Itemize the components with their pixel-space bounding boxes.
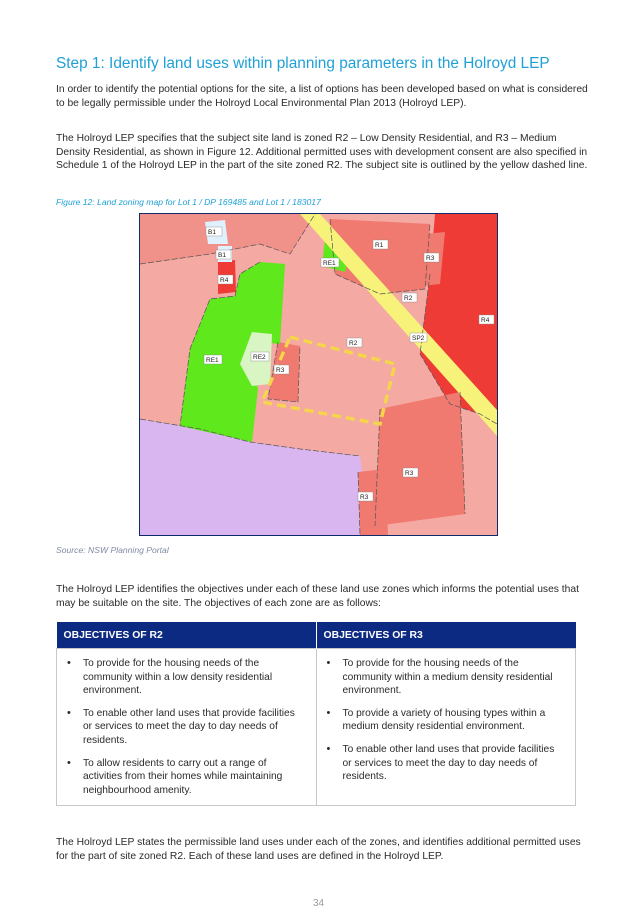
permissible-uses-paragraph: The Holroyd LEP states the permissible land uses under each of the zones, and identifies additional permitted uses for the part of site zoned R2. Each of these land uses are defined in the Holroyd LEP. [56, 837, 581, 862]
r3-objectives-list [325, 657, 566, 784]
label-r3-top: R3 [426, 255, 435, 262]
label-r3-lower: R3 [405, 470, 414, 477]
label-re2: RE2 [253, 354, 266, 361]
label-r4-right: R4 [481, 317, 490, 324]
intro-paragraph: In order to identify the potential options for the site, a list of options has been developed based on what is considered to be legally permissible under the Holroyd Local Environmental Plan 2013 (Holroyd LEP). [56, 84, 588, 109]
r3-objectives-header: OBJECTIVES OF R3 [316, 622, 576, 649]
r2-objectives-cell [57, 649, 317, 806]
label-r4-small: R4 [220, 277, 229, 284]
zoning-map-graphic [140, 214, 497, 535]
r2-objectives-list [65, 657, 306, 797]
figure-source: Source: NSW Planning Portal [56, 545, 169, 555]
list-item: • To allow residents to carry out a range of activities from their homes while maintaining neighbourhood amenity. [65, 757, 306, 798]
zoning-paragraph: The Holroyd LEP specifies that the subject site land is zoned R2 – Low Density Residential, and R3 – Medium Density Residential, as shown in Figure 12. Additional permitted uses with development consent are also specified in Schedule 1 of the Holroyd LEP in the part of the site zoned R2. The subject site is outlined by the yellow dashed line. [56, 133, 588, 172]
zone-r3-bottom [358, 469, 388, 535]
label-r2-mid: R2 [404, 295, 413, 302]
label-sp2: SP2 [412, 335, 425, 342]
objectives-table [56, 622, 576, 806]
list-item: • To provide for the housing needs of the community within a medium density residential environment. [325, 657, 566, 698]
figure-caption: Figure 12: Land zoning map for Lot 1 / DP 169485 and Lot 1 / 183017 [56, 197, 321, 207]
land-zoning-map [139, 213, 498, 536]
list-item: • To enable other land uses that provide facilities or services to meet the day to day needs of residents. [325, 743, 566, 784]
label-r2-center: R2 [349, 340, 358, 347]
r3-objectives-cell [316, 649, 576, 806]
label-re1-top: RE1 [323, 260, 336, 267]
list-item: • To provide for the housing needs of the community within a low density residential environment. [65, 657, 306, 698]
label-b1-mid: B1 [218, 252, 226, 259]
r2-objectives-header: OBJECTIVES OF R2 [57, 622, 317, 649]
label-r3-bottom: R3 [360, 494, 369, 501]
list-item: • To enable other land uses that provide facilities or services to meet the day to day needs of residents. [65, 707, 306, 748]
label-b1-top: B1 [208, 229, 216, 236]
section-heading: Step 1: Identify land uses within planning parameters in the Holroyd LEP [56, 55, 550, 72]
list-item: • To provide a variety of housing types within a medium density residential environment. [325, 707, 566, 734]
page-number: 34 [312, 898, 325, 909]
label-r3-site: R3 [276, 367, 285, 374]
objectives-intro-paragraph: The Holroyd LEP identifies the objectives under each of these land use zones which informs the potential uses that may be suitable on the site. The objectives of each zone are as follows: [56, 584, 579, 609]
label-re1-left: RE1 [206, 357, 219, 364]
zone-r3-lower [375, 392, 465, 526]
label-r1: R1 [375, 242, 384, 249]
